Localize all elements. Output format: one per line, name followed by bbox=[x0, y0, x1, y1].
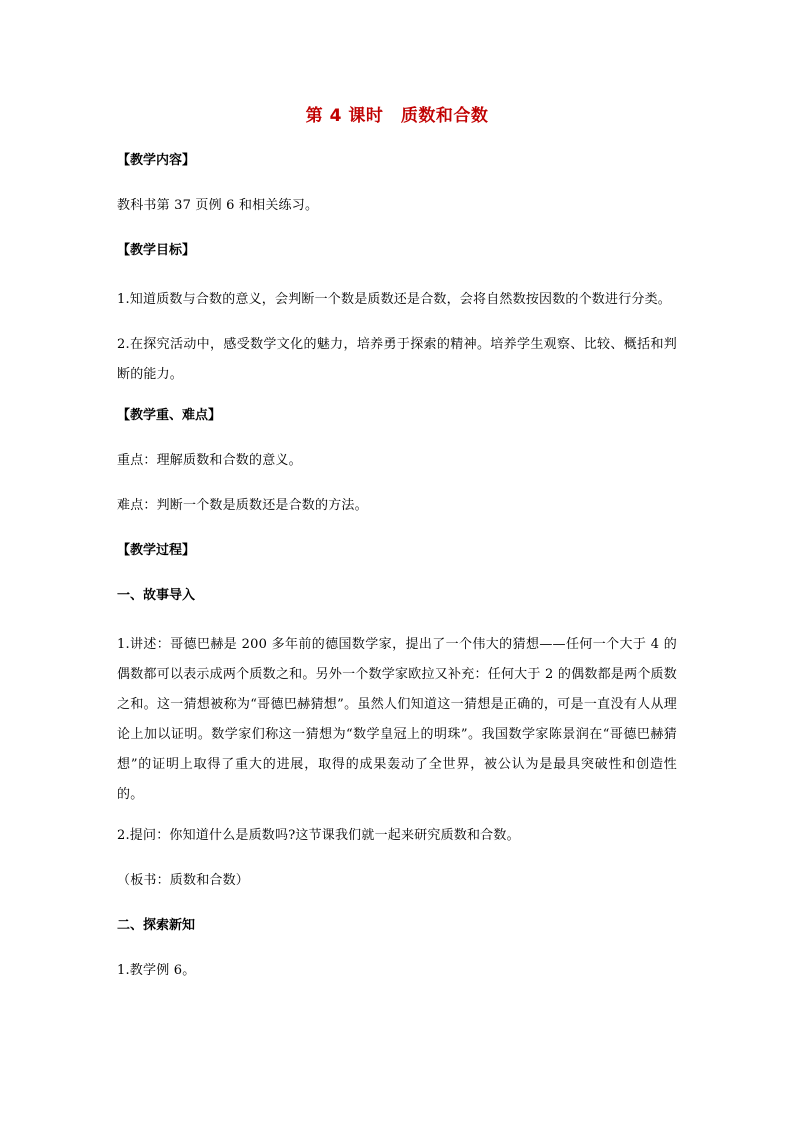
teaching-content-heading: 【教学内容】 bbox=[117, 153, 196, 168]
document-page bbox=[117, 100, 677, 1005]
teaching-process-heading: 【教学过程】 bbox=[117, 543, 196, 558]
explore-new-heading: 二、探索新知 bbox=[117, 918, 196, 933]
story-intro-item-1: 1.讲述：哥德巴赫是 200 多年前的德国数学家，提出了一个伟大的猜想——任何一个大于 4 的偶数都可以表示成两个质数之和。另外一个数学家欧拉又补充：任何大于 2 的偶数都是两个质数之和。这一猜想被称为“哥德巴赫猜想”。虽然人们知道这一猜想是正确的，可是一直没有人从理论上加以证明。数学家们称这一猜想为“数学皇冠上的明珠”。我国数学家陈景润在“哥德巴赫猜想”的证明上取得了重大的进展，取得的成果轰动了全世界，被公认为是最具突破性和创造性的。 bbox=[117, 637, 677, 802]
teaching-goals-heading: 【教学目标】 bbox=[117, 243, 196, 258]
key-point-text: 重点：理解质数和合数的意义。 bbox=[117, 453, 302, 468]
lesson-title: 第 4 课时 质数和合数 bbox=[305, 106, 489, 126]
key-difficult-heading: 【教学重、难点】 bbox=[117, 408, 222, 423]
board-note: （板书：质数和合数） bbox=[117, 873, 250, 888]
explore-new-item-1: 1.教学例 6。 bbox=[117, 963, 196, 978]
teaching-goal-2: 2.在探究活动中，感受数学文化的魅力，培养勇于探索的精神。培养学生观察、比较、概括和判断的能力。 bbox=[117, 337, 677, 382]
teaching-goal-1: 1.知道质数与合数的意义，会判断一个数是质数还是合数，会将自然数按因数的个数进行分类。 bbox=[117, 292, 672, 307]
teaching-content-text: 教科书第 37 页例 6 和相关练习。 bbox=[117, 198, 319, 213]
story-intro-heading: 一、故事导入 bbox=[117, 588, 196, 603]
story-intro-item-2: 2.提问：你知道什么是质数吗?这节课我们就一起来研究质数和合数。 bbox=[117, 828, 520, 843]
difficult-point-text: 难点：判断一个数是质数还是合数的方法。 bbox=[117, 498, 368, 513]
